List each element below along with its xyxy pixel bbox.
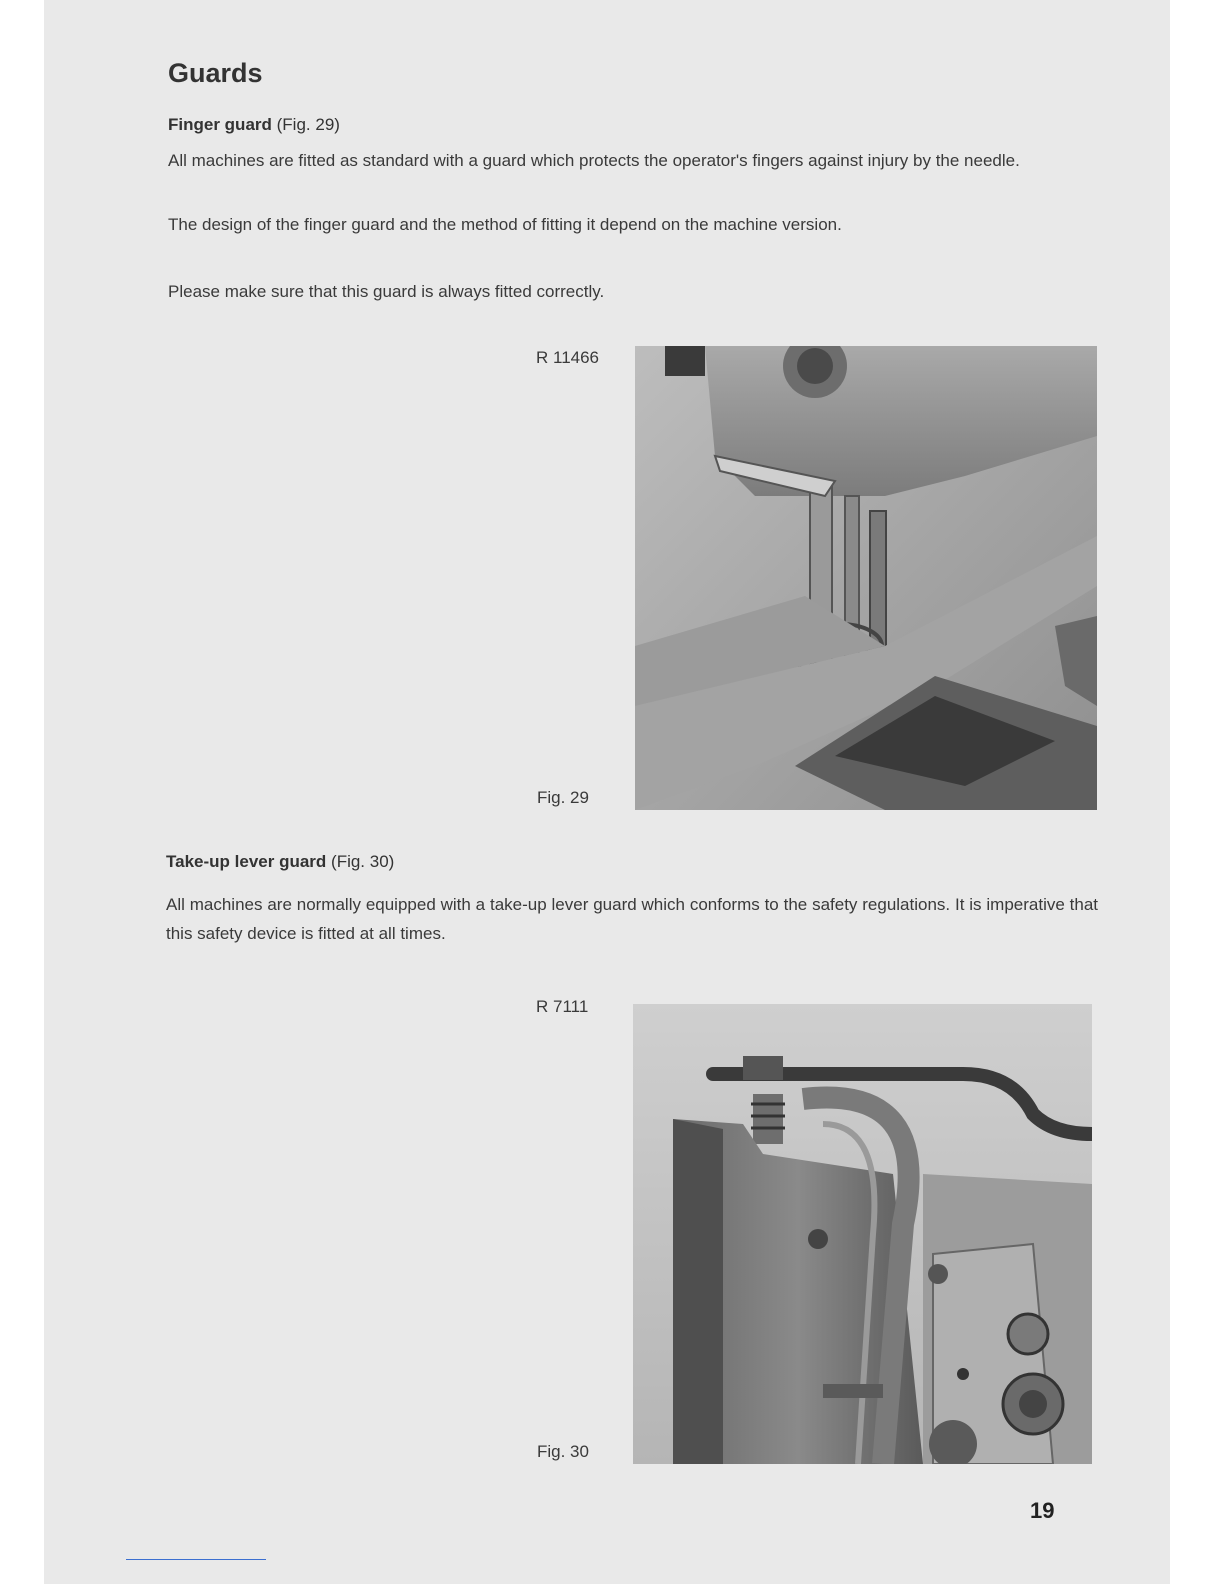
footer-link-underline <box>126 1559 266 1560</box>
finger-guard-paragraph-2: The design of the finger guard and the method of fitting it depend on the machine version. <box>168 215 842 234</box>
finger-guard-heading-text: Finger guard <box>168 115 272 134</box>
takeup-guard-paragraph-1: All machines are normally equipped with a take-up lever guard which conforms to the safety regulations. It is imperative that this safety device is fitted at all times. <box>166 895 1098 943</box>
fig30-label: Fig. 30 <box>537 1442 589 1461</box>
fig29-label: Fig. 29 <box>537 788 589 807</box>
fig29-photo-sewing-machine-finger-guard <box>635 346 1097 810</box>
page-title: Guards <box>168 58 263 88</box>
page-number: 19 <box>1030 1498 1055 1523</box>
takeup-guard-fig-ref: (Fig. 30) <box>331 852 395 871</box>
takeup-guard-heading-text: Take-up lever guard <box>166 852 327 871</box>
fig29-photo-code: R 11466 <box>536 348 600 367</box>
finger-guard-paragraph-1: All machines are fitted as standard with a guard which protects the operator's fingers against injury by the needle. <box>168 151 1020 170</box>
finger-guard-fig-ref: (Fig. 29) <box>276 115 340 134</box>
finger-guard-heading <box>168 115 340 135</box>
fig30-photo-code: R 7111 <box>536 997 589 1016</box>
takeup-guard-heading <box>166 852 394 872</box>
finger-guard-paragraph-3: Please make sure that this guard is always fitted correctly. <box>168 282 605 301</box>
fig30-photo-take-up-lever-guard <box>633 1004 1092 1464</box>
